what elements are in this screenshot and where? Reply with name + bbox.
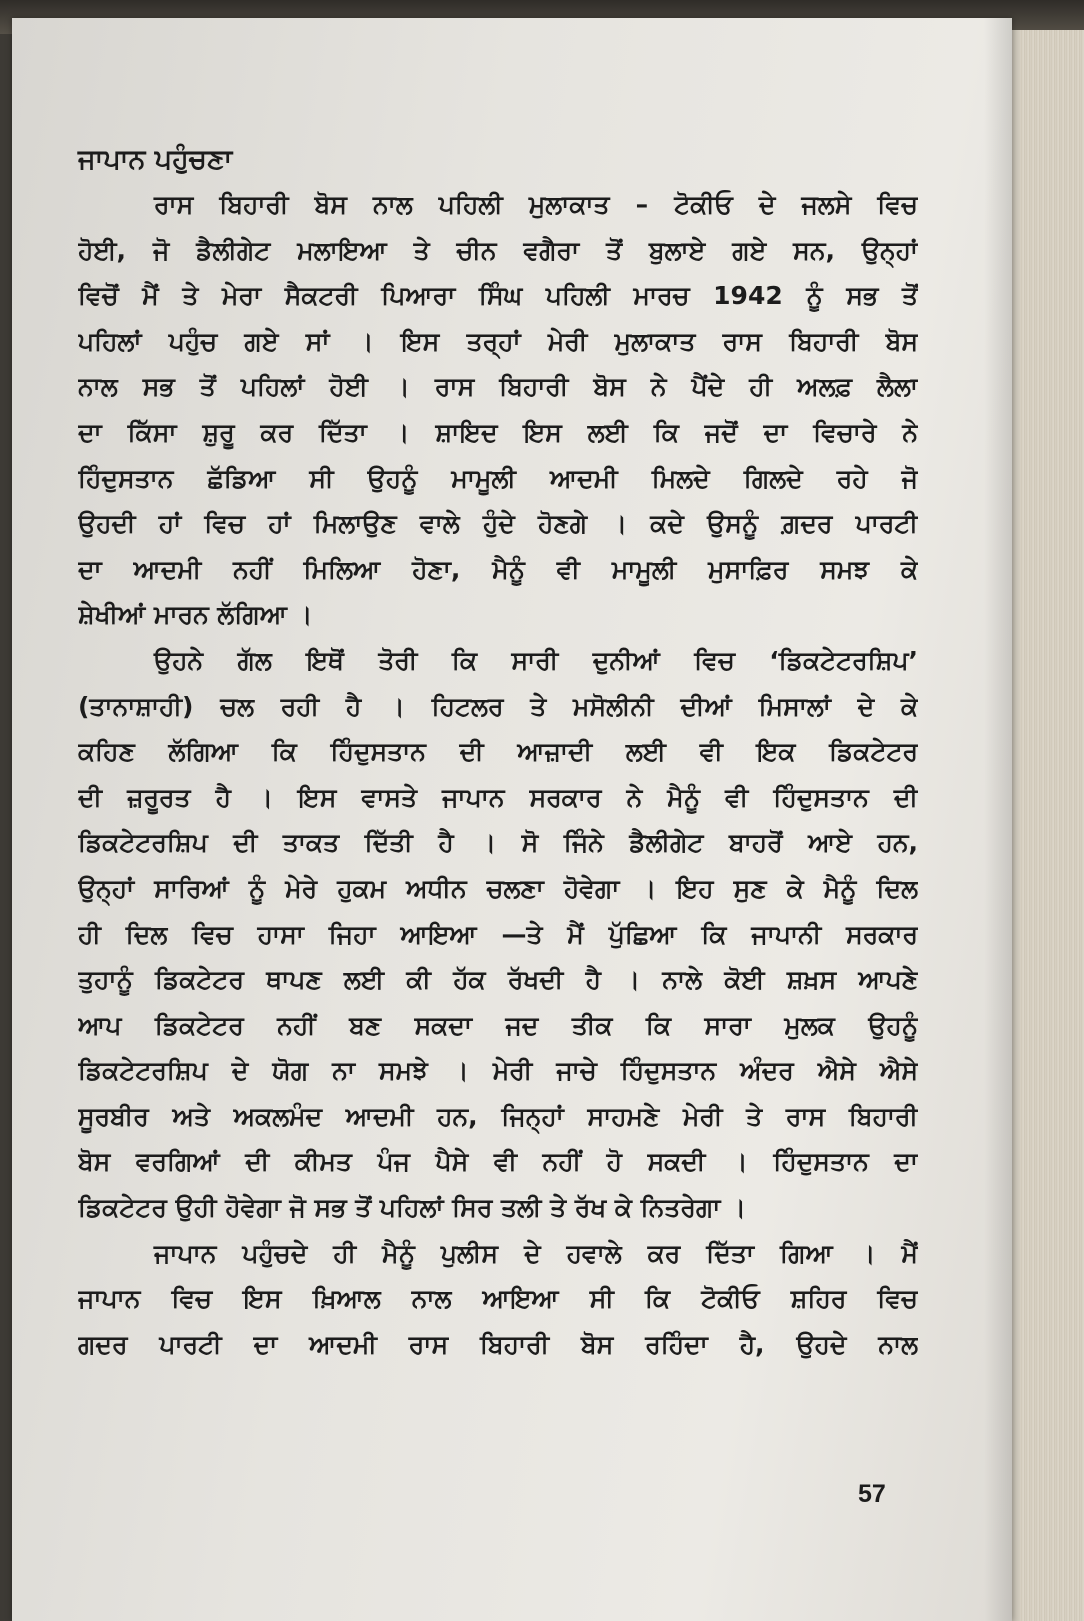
text-line: ਉਹਦੀ ਹਾਂ ਵਿਚ ਹਾਂ ਮਿਲਾਉਣ ਵਾਲੇ ਹੁੰਦੇ ਹੋਣਗੇ । ਕਦੇ ਉਸਨੂੰ ਗ਼ਦਰ ਪਾਰਟੀ <box>78 509 918 539</box>
text-line: ਹੋਈ, ਜੋ ਡੈਲੀਗੇਟ ਮਲਾਇਆ ਤੇ ਚੀਨ ਵਗੈਰਾ ਤੋਂ ਬੁਲਾਏ ਗਏ ਸਨ, ਉਨ੍ਹਾਂ <box>78 235 918 265</box>
text-line: ਰਾਸ ਬਿਹਾਰੀ ਬੋਸ ਨਾਲ ਪਹਿਲੀ ਮੁਲਾਕਾਤ – ਟੋਕੀਓ ਦੇ ਜਲਸੇ ਵਿਚ <box>154 190 918 219</box>
text-line: ਨਾਲ ਸਭ ਤੋਂ ਪਹਿਲਾਂ ਹੋਈ । ਰਾਸ ਬਿਹਾਰੀ ਬੋਸ ਨੇ ਪੈਂਦੇ ਹੀ ਅਲਫ਼ ਲੈਲਾ <box>78 372 918 402</box>
text-line: ਡਿਕਟੇਟਰ ਉਹੀ ਹੋਵੇਗਾ ਜੋ ਸਭ ਤੋਂ ਪਹਿਲਾਂ ਸਿਰ ਤਲੀ ਤੇ ਰੱਖ ਕੇ ਨਿਤਰੇਗਾ । <box>78 1193 746 1223</box>
text-line: ਪਹਿਲਾਂ ਪਹੁੰਚ ਗਏ ਸਾਂ । ਇਸ ਤਰ੍ਹਾਂ ਮੇਰੀ ਮੁਲਾਕਾਤ ਰਾਸ ਬਿਹਾਰੀ ਬੋਸ <box>78 326 918 356</box>
page-number: 57 <box>858 1480 886 1508</box>
paragraph-1 <box>78 182 918 638</box>
text-line: ਸ਼ੇਖੀਆਂ ਮਾਰਨ ਲੱਗਿਆ । <box>78 600 313 630</box>
paragraph-3 <box>78 1231 918 1368</box>
text-line: ਉਨ੍ਹਾਂ ਸਾਰਿਆਂ ਨੂੰ ਮੇਰੇ ਹੁਕਮ ਅਧੀਨ ਚਲਣਾ ਹੋਵੇਗਾ । ਇਹ ਸੁਣ ਕੇ ਮੈਨੂੰ ਦਿਲ <box>78 873 918 903</box>
text-line: ਦਾ ਕਿੱਸਾ ਸ਼ੁਰੂ ਕਰ ਦਿੱਤਾ । ਸ਼ਾਇਦ ਇਸ ਲਈ ਕਿ ਜਦੋਂ ਦਾ ਵਿਚਾਰੇ ਨੇ <box>78 417 918 447</box>
text-line: ਕਹਿਣ ਲੱਗਿਆ ਕਿ ਹਿੰਦੁਸਤਾਨ ਦੀ ਆਜ਼ਾਦੀ ਲਈ ਵੀ ਇਕ ਡਿਕਟੇਟਰ <box>78 737 918 767</box>
paragraph-2 <box>78 638 918 1231</box>
text-line: ਉਹਨੇ ਗੱਲ ਇਥੋਂ ਤੋਰੀ ਕਿ ਸਾਰੀ ਦੁਨੀਆਂ ਵਿਚ ‘ਡਿਕਟੇਟਰਸ਼ਿਪ’ <box>154 645 918 675</box>
text-line: ਡਿਕਟੇਟਰਸ਼ਿਪ ਦੀ ਤਾਕਤ ਦਿੱਤੀ ਹੈ । ਸੋ ਜਿੰਨੇ ਡੈਲੀਗੇਟ ਬਾਹਰੋਂ ਆਏ ਹਨ, <box>78 828 918 858</box>
text-line: ਦੀ ਜ਼ਰੂਰਤ ਹੈ । ਇਸ ਵਾਸਤੇ ਜਾਪਾਨ ਸਰਕਾਰ ਨੇ ਮੈਨੂੰ ਵੀ ਹਿੰਦੁਸਤਾਨ ਦੀ <box>78 782 918 812</box>
section-heading: ਜਾਪਾਨ ਪਹੁੰਚਣਾ <box>78 144 233 175</box>
text-line: ਆਪ ਡਿਕਟੇਟਰ ਨਹੀਂ ਬਣ ਸਕਦਾ ਜਦ ਤੀਕ ਕਿ ਸਾਰਾ ਮੁਲਕ ਉਹਨੂੰ <box>78 1010 918 1040</box>
text-line: ਦਾ ਆਦਮੀ ਨਹੀਂ ਮਿਲਿਆ ਹੋਣਾ, ਮੈਨੂੰ ਵੀ ਮਾਮੂਲੀ ਮੁਸਾਫ਼ਿਰ ਸਮਝ ਕੇ <box>78 554 918 584</box>
text-line: ਗਦਰ ਪਾਰਟੀ ਦਾ ਆਦਮੀ ਰਾਸ ਬਿਹਾਰੀ ਬੋਸ ਰਹਿੰਦਾ ਹੈ, ਉਹਦੇ ਨਾਲ <box>78 1329 918 1359</box>
page-gutter-shadow <box>984 18 1012 1621</box>
text-line: ਜਾਪਾਨ ਪਹੁੰਚਦੇ ਹੀ ਮੈਨੂੰ ਪੁਲੀਸ ਦੇ ਹਵਾਲੇ ਕਰ ਦਿੱਤਾ ਗਿਆ । ਮੈਂ <box>154 1238 918 1268</box>
text-line: ਹੀ ਦਿਲ ਵਿਚ ਹਾਸਾ ਜਿਹਾ ਆਇਆ —ਤੇ ਮੈਂ ਪੁੱਛਿਆ ਕਿ ਜਾਪਾਨੀ ਸਰਕਾਰ <box>78 919 918 949</box>
text-line: ਜਾਪਾਨ ਵਿਚ ਇਸ ਖ਼ਿਆਲ ਨਾਲ ਆਇਆ ਸੀ ਕਿ ਟੋਕੀਓ ਸ਼ਹਿਰ ਵਿਚ <box>78 1284 918 1314</box>
text-line: (ਤਾਨਾਸ਼ਾਹੀ) ਚਲ ਰਹੀ ਹੈ । ਹਿਟਲਰ ਤੇ ਮਸੋਲੀਨੀ ਦੀਆਂ ਮਿਸਾਲਾਂ ਦੇ ਕੇ <box>78 691 918 721</box>
text-line: ਤੁਹਾਨੂੰ ਡਿਕਟੇਟਰ ਥਾਪਣ ਲਈ ਕੀ ਹੱਕ ਰੱਖਦੀ ਹੈ । ਨਾਲੇ ਕੋਈ ਸ਼ਖ਼ਸ ਆਪਣੇ <box>78 965 918 995</box>
page-text <box>78 140 918 1367</box>
text-line: ਵਿਚੋਂ ਮੈਂ ਤੇ ਮੇਰਾ ਸੈਕਟਰੀ ਪਿਆਰਾ ਸਿੰਘ ਪਹਿਲੀ ਮਾਰਚ 1942 ਨੂੰ ਸਭ ਤੋਂ <box>78 281 918 311</box>
text-line: ਬੋਸ ਵਰਗਿਆਂ ਦੀ ਕੀਮਤ ਪੰਜ ਪੈਸੇ ਵੀ ਨਹੀਂ ਹੋ ਸਕਦੀ । ਹਿੰਦੁਸਤਾਨ ਦਾ <box>78 1147 918 1177</box>
text-line: ਸੂਰਬੀਰ ਅਤੇ ਅਕਲਮੰਦ ਆਦਮੀ ਹਨ, ਜਿਨ੍ਹਾਂ ਸਾਹਮਣੇ ਮੇਰੀ ਤੇ ਰਾਸ ਬਿਹਾਰੀ <box>78 1101 918 1131</box>
page-stack-edge <box>1020 30 1084 1621</box>
text-line: ਡਿਕਟੇਟਰਸ਼ਿਪ ਦੇ ਯੋਗ ਨਾ ਸਮਝੇ । ਮੇਰੀ ਜਾਚੇ ਹਿੰਦੁਸਤਾਨ ਅੰਦਰ ਐਸੇ ਐਸੇ <box>78 1056 918 1086</box>
text-line: ਹਿੰਦੁਸਤਾਨ ਛੱਡਿਆ ਸੀ ਉਹਨੂੰ ਮਾਮੂਲੀ ਆਦਮੀ ਮਿਲਦੇ ਗਿਲਦੇ ਰਹੇ ਜੋ <box>78 463 918 493</box>
